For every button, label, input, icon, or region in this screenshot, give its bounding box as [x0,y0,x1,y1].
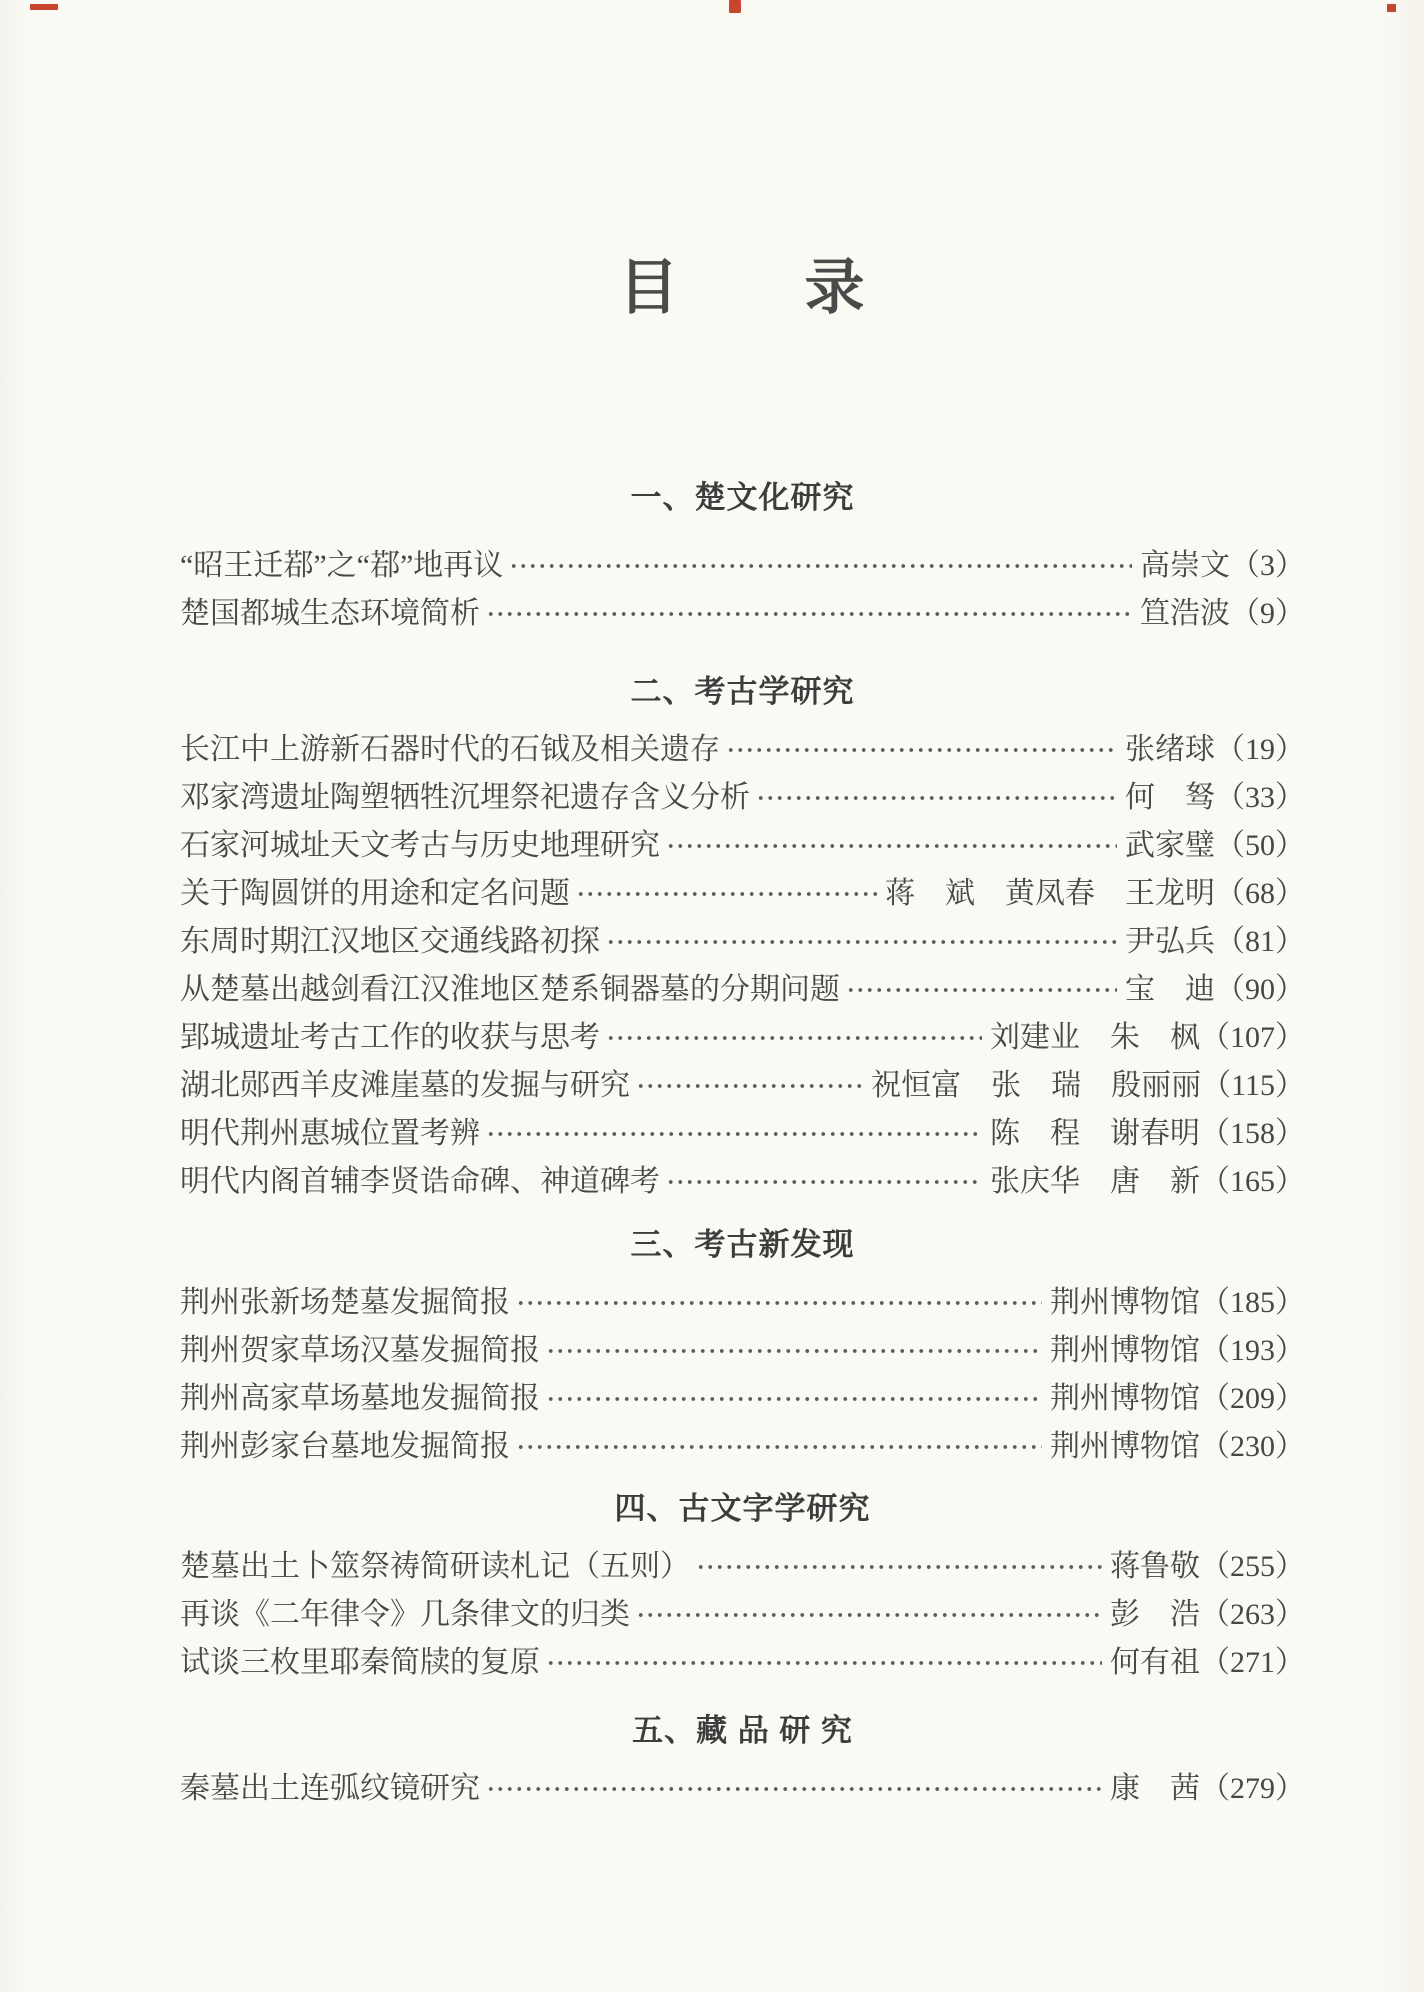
dot-leader [486,590,1132,638]
entry-authors: 尹弘兵 [1125,925,1215,958]
entry-authors: 荆州博物馆 [1050,1382,1200,1415]
section-entries [180,1543,1305,1687]
dot-leader [726,726,1117,774]
scan-artifact-red-left [30,4,58,10]
dot-leader [486,1110,982,1158]
section-heading: 二、考古学研究 [630,674,855,709]
toc-entry [180,590,1305,638]
entry-page: （9） [1230,597,1305,630]
toc-entry [180,1110,1305,1158]
toc-entry [180,1327,1305,1375]
toc-entry [180,1423,1305,1471]
toc-section [180,474,1305,638]
section-entries [180,1279,1305,1471]
dot-leader [546,1327,1042,1375]
dot-leader [606,1014,982,1062]
entry-title: 试谈三枚里耶秦简牍的复原 [180,1646,540,1679]
dot-leader [606,918,1117,966]
dot-leader [636,1062,863,1110]
section-heading: 五、藏 品 研 究 [632,1713,853,1748]
entry-title: 秦墓出土连弧纹镜研究 [180,1772,480,1805]
entry-authors: 蒋 斌 黄凤春 王龙明 [885,877,1215,910]
entry-page: （230） [1200,1430,1305,1463]
toc-entry [180,870,1305,918]
entry-title: 东周时期江汉地区交通线路初探 [180,925,600,958]
entry-authors: 何 驽 [1125,781,1215,814]
entry-page: （209） [1200,1382,1305,1415]
entry-authors: 刘建业 朱 枫 [990,1021,1200,1054]
toc-section [180,1707,1305,1813]
dot-leader [546,1639,1102,1687]
entry-authors: 蒋鲁敬 [1110,1550,1200,1583]
entry-authors: 荆州博物馆 [1050,1430,1200,1463]
toc-entry [180,774,1305,822]
toc-entry [180,726,1305,774]
toc-entry [180,918,1305,966]
toc-entry [180,1543,1305,1591]
entry-authors: 祝恒富 张 瑞 殷丽丽 [871,1069,1202,1102]
entry-authors: 陈 程 谢春明 [990,1117,1200,1150]
section-heading: 一、楚文化研究 [630,480,855,515]
dot-leader [846,966,1117,1014]
toc-entry [180,1375,1305,1423]
dot-leader [516,1279,1042,1327]
entry-page: （255） [1200,1550,1305,1583]
entry-title: 荆州高家草场墓地发掘简报 [180,1382,540,1415]
dot-leader [576,870,877,918]
entry-page: （90） [1215,973,1305,1006]
entry-title: 邓家湾遗址陶塑牺牲沉埋祭祀遗存含义分析 [180,781,750,814]
entry-page: （185） [1200,1286,1305,1319]
entry-title: 荆州贺家草场汉墓发掘简报 [180,1334,540,1367]
entry-page: （19） [1215,733,1305,766]
section-entries [180,726,1305,1206]
toc-section [180,1221,1305,1471]
dot-leader [666,1158,982,1206]
entry-page: （3） [1230,549,1305,582]
entry-title: 荆州张新场楚墓发掘简报 [180,1286,510,1319]
toc-entry [180,1639,1305,1687]
entry-page: （158） [1200,1117,1305,1150]
toc-section [180,1485,1305,1687]
dot-leader [516,1423,1042,1471]
entry-authors: 宝 迪 [1125,973,1215,1006]
entry-title: 明代荆州惠城位置考辨 [180,1117,480,1150]
entry-title: 郢城遗址考古工作的收获与思考 [180,1021,600,1054]
entry-page: （107） [1200,1021,1305,1054]
entry-authors: 武家璧 [1125,829,1215,862]
entry-title: “昭王迁鄀”之“鄀”地再议 [180,549,504,582]
entry-page: （81） [1215,925,1305,958]
toc-entry [180,966,1305,1014]
toc-section [180,668,1305,1206]
section-entries [180,542,1305,638]
entry-page: （50） [1215,829,1305,862]
entry-page: （165） [1200,1165,1305,1198]
dot-leader [509,542,1132,590]
entry-authors: 张庆华 唐 新 [990,1165,1200,1198]
entry-authors: 康 茜 [1110,1772,1200,1805]
section-heading: 三、考古新发现 [630,1227,855,1262]
entry-title: 长江中上游新石器时代的石钺及相关遗存 [180,733,720,766]
entry-page: （33） [1215,781,1305,814]
entry-page: （68） [1215,877,1305,910]
entry-page: （115） [1201,1069,1305,1102]
page-title: 目 录 [618,255,867,321]
scan-artifact-red-right [1387,4,1396,12]
section-heading: 四、古文字学研究 [614,1491,871,1526]
entry-page: （193） [1200,1334,1305,1367]
entry-authors: 笪浩波 [1140,597,1230,630]
entry-title: 石家河城址天文考古与历史地理研究 [180,829,660,862]
toc-entry [180,1591,1305,1639]
entry-page: （279） [1200,1772,1305,1805]
scan-artifact-red-center [729,0,741,13]
section-entries [180,1765,1305,1813]
dot-leader [636,1591,1102,1639]
toc-entry [180,1279,1305,1327]
entry-page: （263） [1200,1598,1305,1631]
entry-title: 荆州彭家台墓地发掘简报 [180,1430,510,1463]
toc-entry [180,1014,1305,1062]
toc-entry [180,542,1305,590]
dot-leader [666,822,1117,870]
entry-authors: 彭 浩 [1110,1598,1200,1631]
toc-entry [180,1158,1305,1206]
dot-leader [696,1543,1102,1591]
entry-title: 从楚墓出越剑看江汉淮地区楚系铜器墓的分期问题 [180,973,840,1006]
entry-authors: 张绪球 [1125,733,1215,766]
entry-page: （271） [1200,1646,1305,1679]
entry-authors: 荆州博物馆 [1050,1334,1200,1367]
toc-entry [180,1062,1305,1110]
entry-authors: 高崇文 [1140,549,1230,582]
entry-title: 明代内阁首辅李贤诰命碑、神道碑考 [180,1165,660,1198]
dot-leader [546,1375,1042,1423]
dot-leader [756,774,1117,822]
entry-title: 楚墓出土卜筮祭祷简研读札记（五则） [180,1550,690,1583]
entry-title: 再谈《二年律令》几条律文的归类 [180,1598,630,1631]
toc-entry [180,822,1305,870]
entry-authors: 何有祖 [1110,1646,1200,1679]
entry-title: 湖北郧西羊皮滩崖墓的发掘与研究 [180,1069,630,1102]
entry-authors: 荆州博物馆 [1050,1286,1200,1319]
entry-title: 楚国都城生态环境简析 [180,597,480,630]
entry-title: 关于陶圆饼的用途和定名问题 [180,877,570,910]
toc-entry [180,1765,1305,1813]
dot-leader [486,1765,1102,1813]
toc-body [180,474,1305,1813]
